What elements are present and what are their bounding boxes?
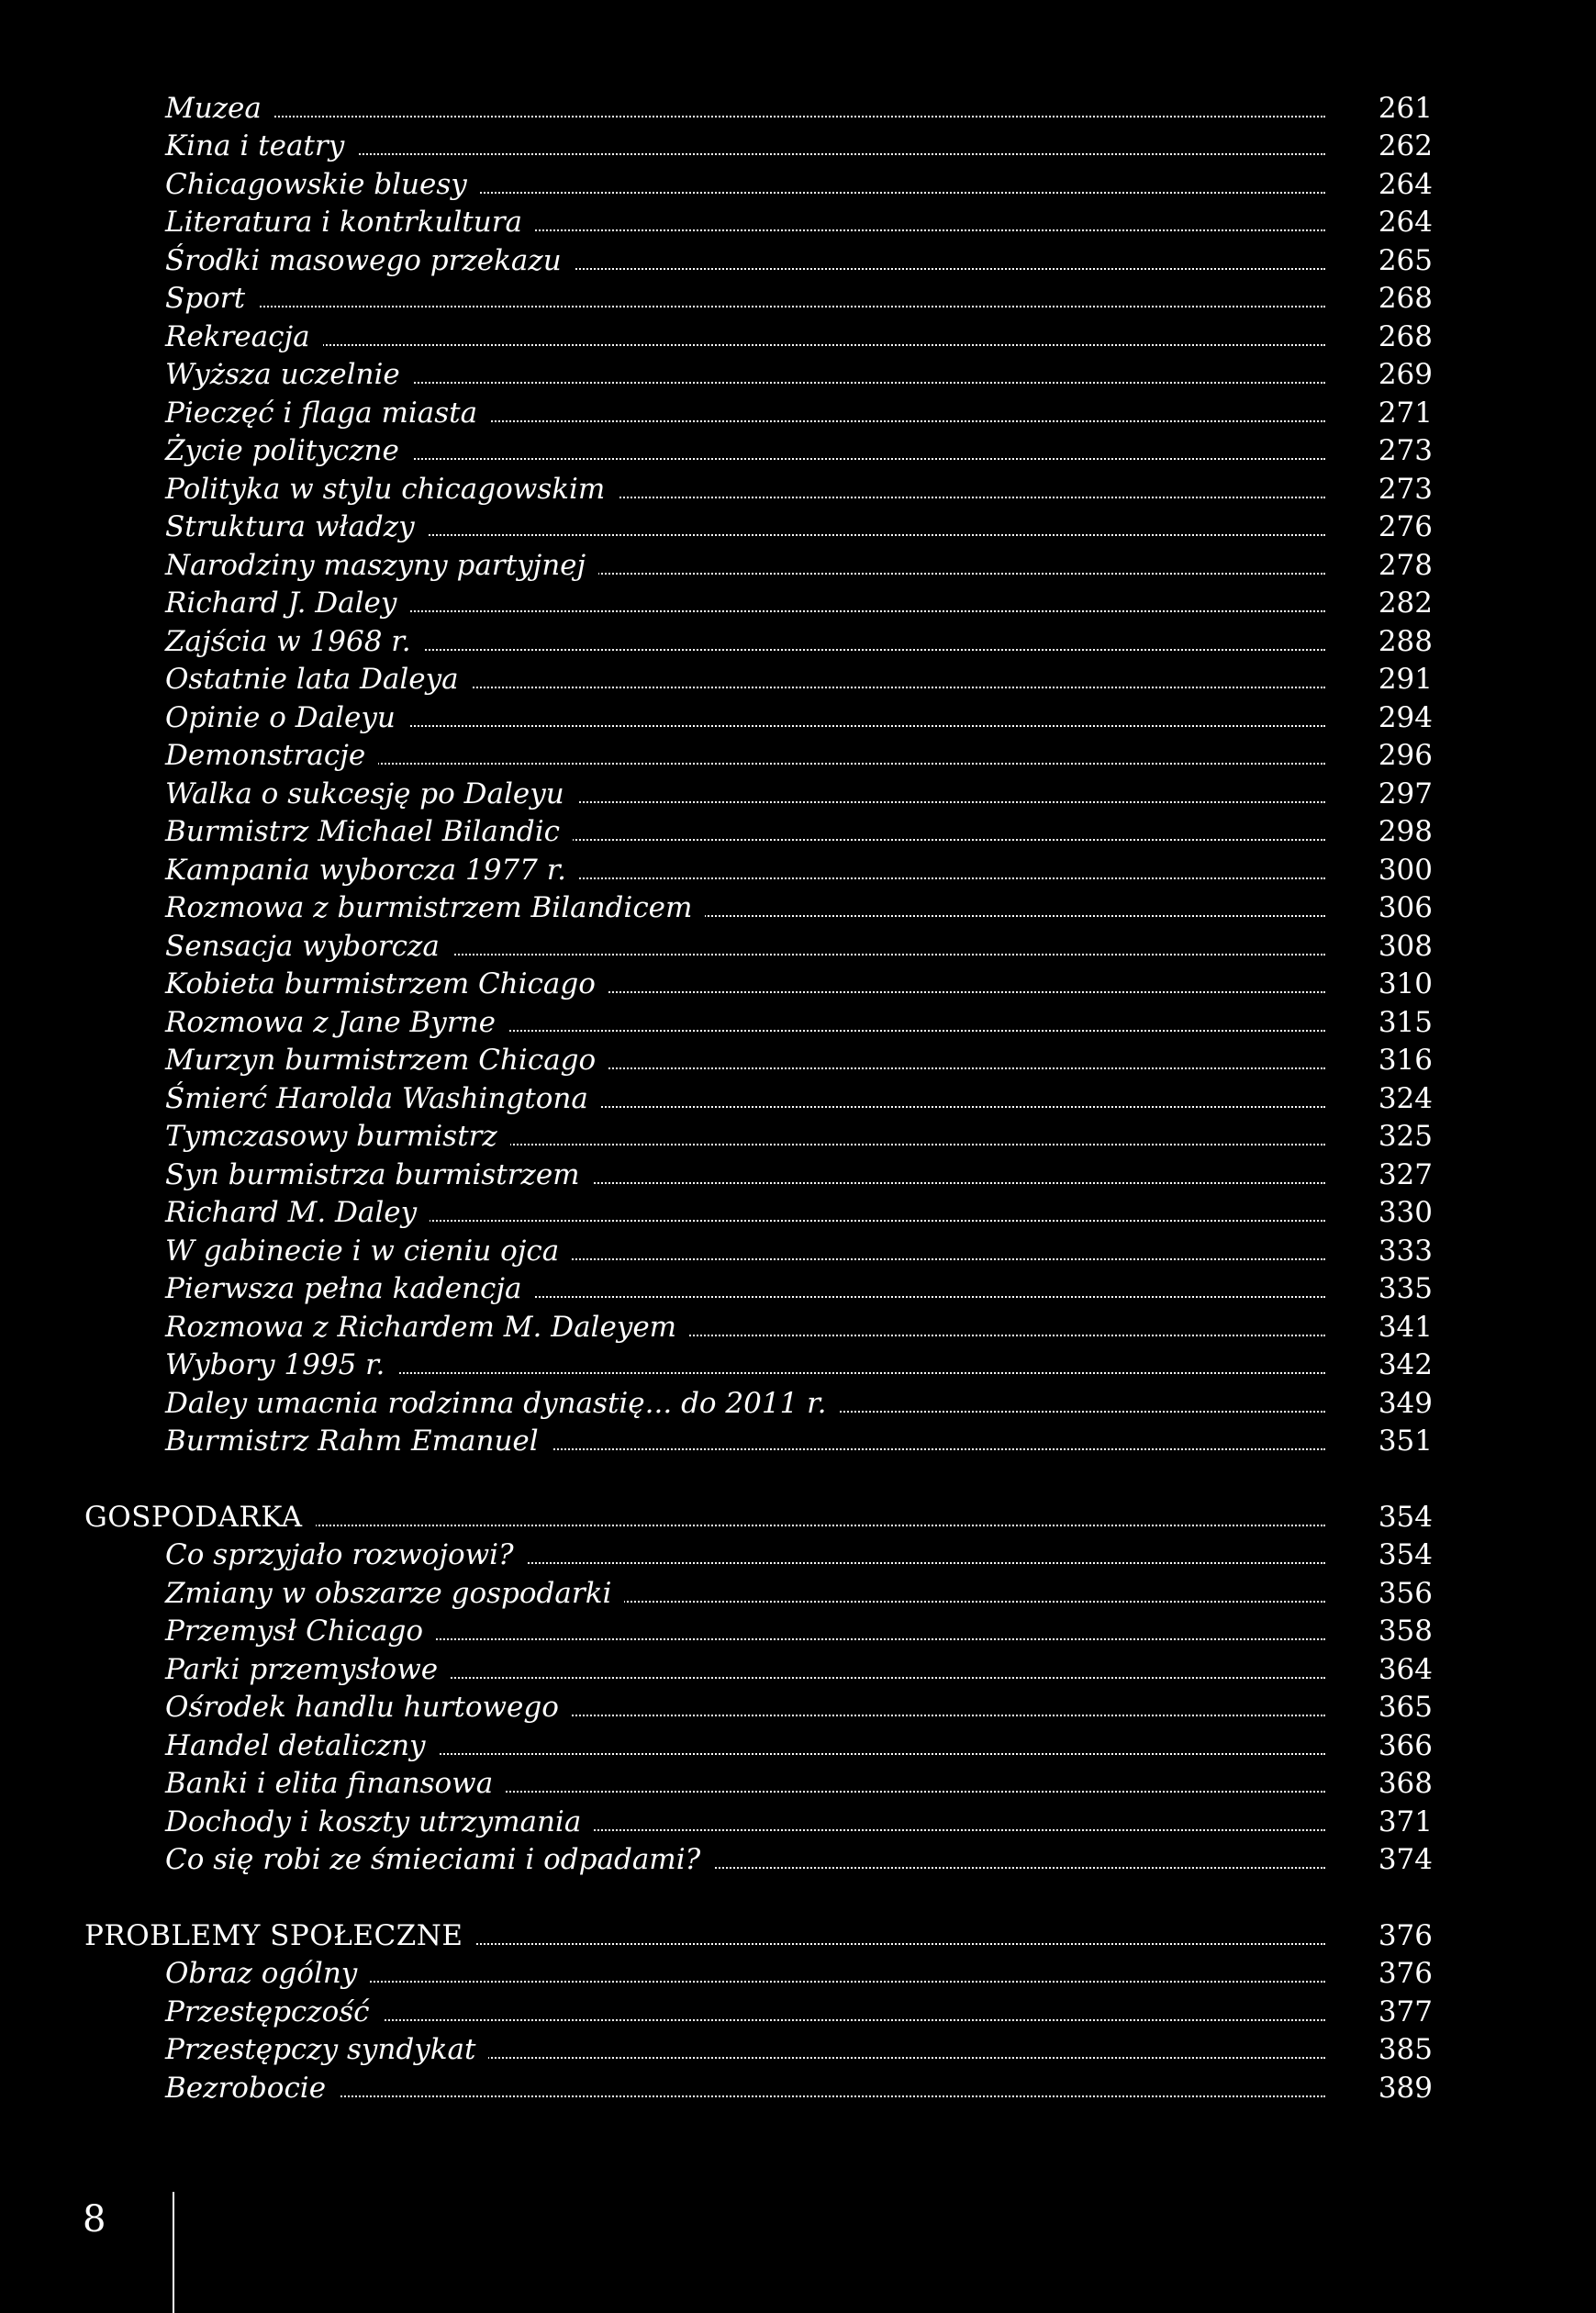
toc-entry xyxy=(0,1271,1596,1310)
toc-entry-page: 376 xyxy=(1378,1957,1433,1990)
toc-entry xyxy=(0,2070,1596,2108)
toc-entry-title: Daley umacnia rodzinna dynastię... do 2011 r. xyxy=(165,1390,839,1418)
toc-entry xyxy=(0,1614,1596,1652)
toc-entry xyxy=(0,318,1596,357)
toc-section-heading xyxy=(0,1917,1596,1956)
toc-entry-page: 385 xyxy=(1378,2033,1433,2066)
toc-entry xyxy=(0,1385,1596,1424)
toc-entry-title: Burmistrz Rahm Emanuel xyxy=(165,1427,552,1456)
toc-entry-title: Kobieta burmistrzem Chicago xyxy=(165,970,608,999)
toc-entry-page: 261 xyxy=(1378,91,1433,125)
toc-entry-page: 265 xyxy=(1378,243,1433,277)
toc-entry-title: Co się robi ze śmieciami i odpadami? xyxy=(165,1846,713,1874)
toc-entry-title: Śmierć Harolda Washingtona xyxy=(165,1085,601,1113)
toc-entry-title: Richard J. Daley xyxy=(165,589,409,618)
toc-entry-page: 376 xyxy=(1378,1918,1433,1952)
toc-entry-title: Sport xyxy=(165,285,258,313)
toc-entry-page: 389 xyxy=(1378,2071,1433,2105)
toc-entry-title: Opinie o Daleyu xyxy=(165,704,408,732)
toc-entry-title: Zajścia w 1968 r. xyxy=(165,628,424,656)
toc-entry-title: Wybory 1995 r. xyxy=(165,1351,397,1380)
toc-entry xyxy=(0,357,1596,396)
toc-entry xyxy=(0,1994,1596,2032)
toc-entry xyxy=(0,90,1596,128)
toc-entry-title: Bezrobocie xyxy=(165,2074,339,2103)
toc-entry-page: 291 xyxy=(1378,663,1433,696)
toc-entry-page: 273 xyxy=(1378,472,1433,506)
toc-entry-page: 264 xyxy=(1378,167,1433,201)
toc-entry-page: 374 xyxy=(1378,1843,1433,1876)
toc-entry xyxy=(0,242,1596,281)
toc-entry xyxy=(0,1195,1596,1234)
toc-entry-title: Rozmowa z burmistrzem Bilandicem xyxy=(165,894,705,922)
toc-entry-title: Literatura i kontrkultura xyxy=(165,208,535,237)
toc-entry-title: Rekreacja xyxy=(165,323,323,352)
toc-entry xyxy=(0,1424,1596,1462)
toc-entry-title: Ostatnie lata Daleya xyxy=(165,665,472,694)
toc-entry xyxy=(0,509,1596,548)
toc-entry-page: 335 xyxy=(1378,1272,1433,1305)
toc-entry-page: 300 xyxy=(1378,853,1433,887)
toc-entry-page: 327 xyxy=(1378,1157,1433,1191)
toc-entry xyxy=(0,1651,1596,1690)
toc-entry-title: Pieczęć i flaga miasta xyxy=(165,399,490,428)
dot-leader xyxy=(165,306,1325,307)
toc-entry-title: GOSPODARKA xyxy=(84,1503,316,1532)
toc-entry-page: 325 xyxy=(1378,1120,1433,1153)
toc-entry-title: W gabinecie i w cieniu ojca xyxy=(165,1237,572,1266)
toc-entry-page: 351 xyxy=(1378,1425,1433,1458)
toc-entry xyxy=(0,471,1596,509)
toc-entry xyxy=(0,395,1596,433)
toc-entry-title: Obraz ogólny xyxy=(165,1960,370,1988)
toc-entry xyxy=(0,1804,1596,1842)
toc-entry-title: Burmistrz Michael Bilandic xyxy=(165,818,573,846)
toc-entry xyxy=(0,1233,1596,1271)
toc-entry xyxy=(0,776,1596,814)
toc-entry-title: Tymczasowy burmistrz xyxy=(165,1123,510,1151)
toc-entry-title: Murzyn burmistrzem Chicago xyxy=(165,1046,608,1075)
table-of-contents xyxy=(0,90,1596,2108)
toc-entry-page: 278 xyxy=(1378,548,1433,582)
toc-entry xyxy=(0,814,1596,853)
toc-entry-title: Wyższa uczelnie xyxy=(165,361,413,389)
toc-entry-title: Muzea xyxy=(165,95,274,123)
toc-entry-page: 368 xyxy=(1378,1767,1433,1800)
toc-entry-page: 364 xyxy=(1378,1652,1433,1686)
toc-entry-title: Kina i teatry xyxy=(165,132,357,161)
toc-entry-title: Demonstracje xyxy=(165,742,378,770)
toc-entry-page: 358 xyxy=(1378,1615,1433,1648)
toc-entry-title: Sensacja wyborcza xyxy=(165,933,452,961)
toc-entry-page: 298 xyxy=(1378,815,1433,848)
toc-entry-page: 296 xyxy=(1378,739,1433,772)
toc-entry-title: Pierwsza pełna kadencja xyxy=(165,1275,534,1303)
toc-entry-page: 306 xyxy=(1378,891,1433,924)
toc-entry-page: 342 xyxy=(1378,1348,1433,1381)
toc-section-heading xyxy=(0,1499,1596,1537)
toc-entry-page: 371 xyxy=(1378,1805,1433,1838)
toc-entry-page: 262 xyxy=(1378,129,1433,162)
dot-leader xyxy=(165,2095,1325,2097)
page-number: 8 xyxy=(83,2198,106,2240)
toc-entry xyxy=(0,662,1596,700)
toc-entry xyxy=(0,1575,1596,1614)
toc-entry xyxy=(0,433,1596,472)
toc-entry-page: 366 xyxy=(1378,1728,1433,1762)
toc-entry-page: 297 xyxy=(1378,777,1433,810)
toc-entry xyxy=(0,967,1596,1005)
toc-entry-page: 330 xyxy=(1378,1196,1433,1229)
toc-entry xyxy=(0,205,1596,243)
dot-leader xyxy=(165,116,1325,117)
toc-entry xyxy=(0,1119,1596,1157)
toc-entry-title: Richard M. Daley xyxy=(165,1199,430,1227)
toc-entry xyxy=(0,1690,1596,1728)
toc-entry-title: Dochody i koszty utrzymania xyxy=(165,1808,594,1837)
toc-entry-page: 333 xyxy=(1378,1234,1433,1268)
toc-entry xyxy=(0,1347,1596,1386)
toc-entry-title: Syn burmistrza burmistrzem xyxy=(165,1161,593,1190)
toc-entry-page: 282 xyxy=(1378,587,1433,620)
toc-entry xyxy=(0,1766,1596,1805)
toc-entry-page: 349 xyxy=(1378,1386,1433,1420)
toc-entry-title: Rozmowa z Jane Byrne xyxy=(165,1009,508,1037)
toc-entry-page: 276 xyxy=(1378,510,1433,543)
toc-entry xyxy=(0,1537,1596,1576)
toc-entry-title: Przestępczy syndykat xyxy=(165,2036,488,2064)
toc-entry-page: 315 xyxy=(1378,1005,1433,1039)
toc-entry xyxy=(0,2032,1596,2071)
dot-leader xyxy=(165,344,1325,346)
toc-entry-page: 341 xyxy=(1378,1310,1433,1344)
toc-entry-title: Zmiany w obszarze gospodarki xyxy=(165,1580,624,1608)
toc-entry-page: 308 xyxy=(1378,929,1433,963)
toc-entry xyxy=(0,1727,1596,1766)
toc-entry xyxy=(0,1080,1596,1119)
toc-entry xyxy=(0,928,1596,967)
toc-entry-page: 268 xyxy=(1378,319,1433,353)
toc-entry-title: Banki i elita finansowa xyxy=(165,1770,506,1798)
toc-entry-title: Środki masowego przekazu xyxy=(165,247,575,275)
toc-entry xyxy=(0,1309,1596,1347)
toc-entry-page: 377 xyxy=(1378,1995,1433,2028)
toc-entry-title: PROBLEMY SPOŁECZNE xyxy=(84,1922,476,1950)
toc-entry-title: Polityka w stylu chicagowskim xyxy=(165,475,618,504)
toc-entry-title: Chicagowskie bluesy xyxy=(165,171,480,199)
toc-entry-title: Ośrodek handlu hurtowego xyxy=(165,1693,572,1722)
toc-entry-title: Przemysł Chicago xyxy=(165,1617,436,1646)
toc-entry xyxy=(0,852,1596,890)
toc-entry-page: 264 xyxy=(1378,206,1433,239)
toc-entry-page: 273 xyxy=(1378,434,1433,467)
toc-entry xyxy=(0,281,1596,319)
folio-rule xyxy=(173,2192,174,2313)
toc-entry xyxy=(0,890,1596,929)
toc-entry-page: 288 xyxy=(1378,624,1433,658)
toc-entry-title: Handel detaliczny xyxy=(165,1732,439,1760)
toc-entry-page: 354 xyxy=(1378,1538,1433,1571)
toc-entry-title: Struktura władzy xyxy=(165,513,428,542)
toc-entry xyxy=(0,1156,1596,1195)
toc-entry xyxy=(0,699,1596,738)
toc-entry xyxy=(0,1956,1596,1995)
toc-entry xyxy=(0,166,1596,205)
toc-entry-title: Kampania wyborcza 1977 r. xyxy=(165,856,579,885)
toc-entry xyxy=(0,128,1596,167)
toc-entry-page: 294 xyxy=(1378,700,1433,734)
toc-entry xyxy=(0,738,1596,777)
toc-entry xyxy=(0,1842,1596,1881)
toc-entry-page: 271 xyxy=(1378,396,1433,430)
toc-entry-title: Życie polityczne xyxy=(165,437,412,465)
toc-entry-title: Przestępczość xyxy=(165,1998,383,2027)
toc-entry-page: 268 xyxy=(1378,282,1433,315)
toc-entry-title: Co sprzyjało rozwojowi? xyxy=(165,1541,527,1570)
toc-entry xyxy=(0,547,1596,586)
toc-entry-title: Parki przemysłowe xyxy=(165,1656,451,1684)
toc-entry xyxy=(0,586,1596,624)
toc-entry-page: 356 xyxy=(1378,1576,1433,1610)
toc-entry xyxy=(0,1004,1596,1043)
toc-entry xyxy=(0,1043,1596,1081)
toc-entry xyxy=(0,623,1596,662)
toc-entry-page: 269 xyxy=(1378,358,1433,391)
toc-entry-title: Rozmowa z Richardem M. Daleyem xyxy=(165,1313,689,1342)
toc-entry-title: Walka o sukcesję po Daleyu xyxy=(165,780,577,809)
toc-entry-page: 365 xyxy=(1378,1691,1433,1724)
toc-entry-page: 324 xyxy=(1378,1081,1433,1115)
toc-entry-page: 316 xyxy=(1378,1044,1433,1077)
toc-entry-page: 310 xyxy=(1378,967,1433,1000)
toc-entry-title: Narodziny maszyny partyjnej xyxy=(165,552,598,580)
toc-entry-page: 354 xyxy=(1378,1500,1433,1534)
